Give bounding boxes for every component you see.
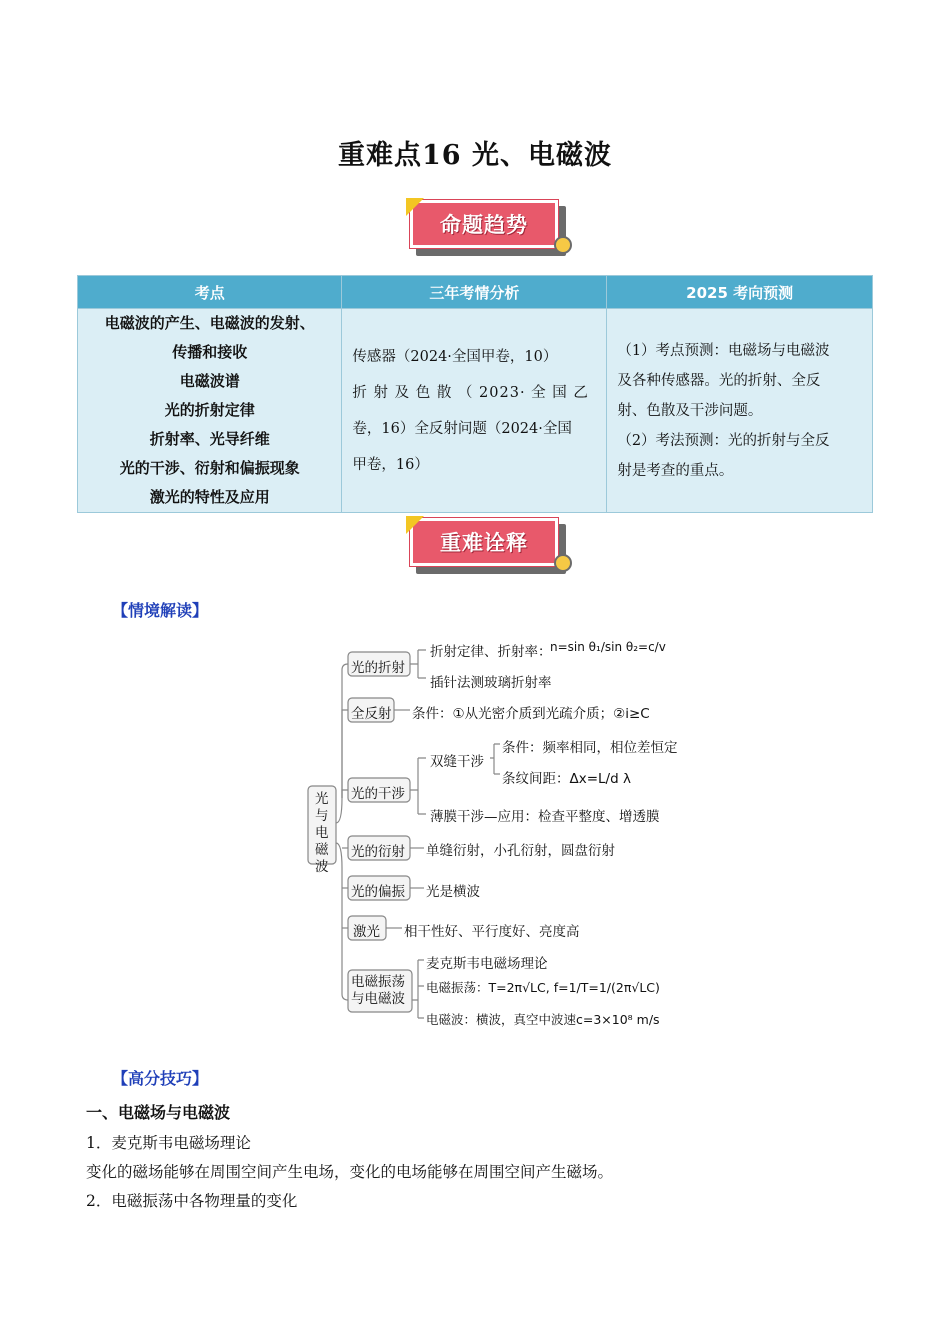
topic-line: 电磁波谱 bbox=[179, 372, 240, 390]
trend-table bbox=[77, 275, 873, 513]
tips-heading: 【高分技巧】 bbox=[112, 1069, 209, 1088]
table-header: 考点 bbox=[78, 276, 342, 309]
analysis-cell bbox=[342, 309, 607, 513]
mm-leaf-double-slit: 双缝干涉 bbox=[430, 754, 484, 770]
analysis-line: 传感器（2024·全国甲卷，10） bbox=[352, 348, 558, 365]
mm-leaf-maxwell: 麦克斯韦电磁场理论 bbox=[426, 956, 548, 972]
table-header: 三年考情分析 bbox=[342, 276, 607, 309]
mind-map bbox=[300, 628, 690, 1033]
mm-leaf-transverse: 光是横波 bbox=[426, 884, 480, 900]
topic-line: 光的折射定律 bbox=[164, 401, 255, 419]
topics-cell bbox=[78, 309, 342, 513]
prediction-cell bbox=[607, 309, 873, 513]
coin-icon bbox=[554, 554, 572, 572]
mm-leaf-refraction-formula: n=sin θ₁/sin θ₂=c/v bbox=[550, 640, 666, 654]
mm-node-laser: 激光 bbox=[353, 924, 380, 940]
mm-leaf-laser-props: 相干性好、平行度好、亮度高 bbox=[404, 924, 580, 940]
prediction-line: （2）考法预测：光的折射与全反 bbox=[617, 432, 830, 449]
section-title: 一、电磁场与电磁波 bbox=[86, 1103, 231, 1122]
paragraph: 2．电磁振荡中各物理量的变化 bbox=[86, 1192, 298, 1210]
trend-banner bbox=[406, 198, 566, 256]
explain-banner-label: 重难诠释 bbox=[440, 531, 528, 555]
topic-line: 电磁波的产生、电磁波的发射、 bbox=[104, 314, 315, 332]
mm-leaf-oscillation: 电磁振荡：T=2π√LC, f=1/T=1/(2π√LC) bbox=[426, 980, 660, 995]
mm-node-interference: 光的干涉 bbox=[351, 786, 405, 802]
analysis-line: 甲卷，16） bbox=[352, 456, 429, 473]
prediction-line: （1）考点预测：电磁场与电磁波 bbox=[617, 342, 830, 359]
paragraph: 1．麦克斯韦电磁场理论 bbox=[86, 1134, 251, 1152]
table-header: 2025 考向预测 bbox=[607, 276, 873, 309]
coin-icon bbox=[554, 236, 572, 254]
mm-leaf-pin-method: 插针法测玻璃折射率 bbox=[430, 675, 552, 691]
page-title: 重难点16 光、电磁波 bbox=[338, 140, 612, 171]
prediction-line: 及各种传感器。光的折射、全反 bbox=[617, 372, 821, 389]
mm-leaf-total-reflection: 条件：①从光密介质到光疏介质；②i≥C bbox=[412, 706, 650, 722]
mm-leaf-diffraction-types: 单缝衍射，小孔衍射，圆盘衍射 bbox=[426, 843, 615, 859]
explain-banner bbox=[406, 516, 566, 574]
trend-banner-label: 命题趋势 bbox=[440, 213, 528, 237]
mm-node-diffraction: 光的衍射 bbox=[351, 844, 405, 860]
paragraph: 变化的磁场能够在周围空间产生电场，变化的电场能够在周围空间产生磁场。 bbox=[86, 1163, 614, 1181]
topic-line: 光的干涉、衍射和偏振现象 bbox=[119, 459, 300, 477]
mm-leaf-fringe-spacing: 条纹间距：Δx=L/d λ bbox=[502, 771, 631, 787]
context-heading: 【情境解读】 bbox=[112, 601, 209, 620]
topic-line: 折射率、光导纤维 bbox=[149, 430, 270, 448]
mm-node-refraction: 光的折射 bbox=[351, 660, 405, 676]
mm-leaf-condition: 条件：频率相同，相位差恒定 bbox=[502, 740, 678, 756]
mm-root: 光与电磁波 bbox=[315, 791, 329, 875]
analysis-line: 折 射 及 色 散 （ 2023· 全 国 乙 bbox=[352, 384, 589, 401]
prediction-line: 射、色散及干涉问题。 bbox=[617, 402, 763, 419]
mm-leaf-refraction-law: 折射定律、折射率： bbox=[430, 644, 552, 660]
mm-node-total-reflection: 全反射 bbox=[351, 706, 392, 722]
mm-leaf-thin-film: 薄膜干涉—应用：检查平整度、增透膜 bbox=[430, 809, 660, 825]
flag-icon bbox=[406, 516, 424, 534]
mm-leaf-em-wave: 电磁波：横波，真空中波速c=3×10⁸ m/s bbox=[426, 1012, 660, 1027]
topic-line: 传播和接收 bbox=[172, 343, 248, 361]
mm-node-polarization: 光的偏振 bbox=[351, 884, 405, 900]
analysis-line: 卷，16）全反射问题（2024·全国 bbox=[352, 420, 572, 437]
flag-icon bbox=[406, 198, 424, 216]
prediction-line: 射是考查的重点。 bbox=[617, 462, 734, 479]
topic-line: 激光的特性及应用 bbox=[149, 488, 270, 506]
mm-node-em: 电磁振荡与电磁波 bbox=[351, 974, 405, 1007]
